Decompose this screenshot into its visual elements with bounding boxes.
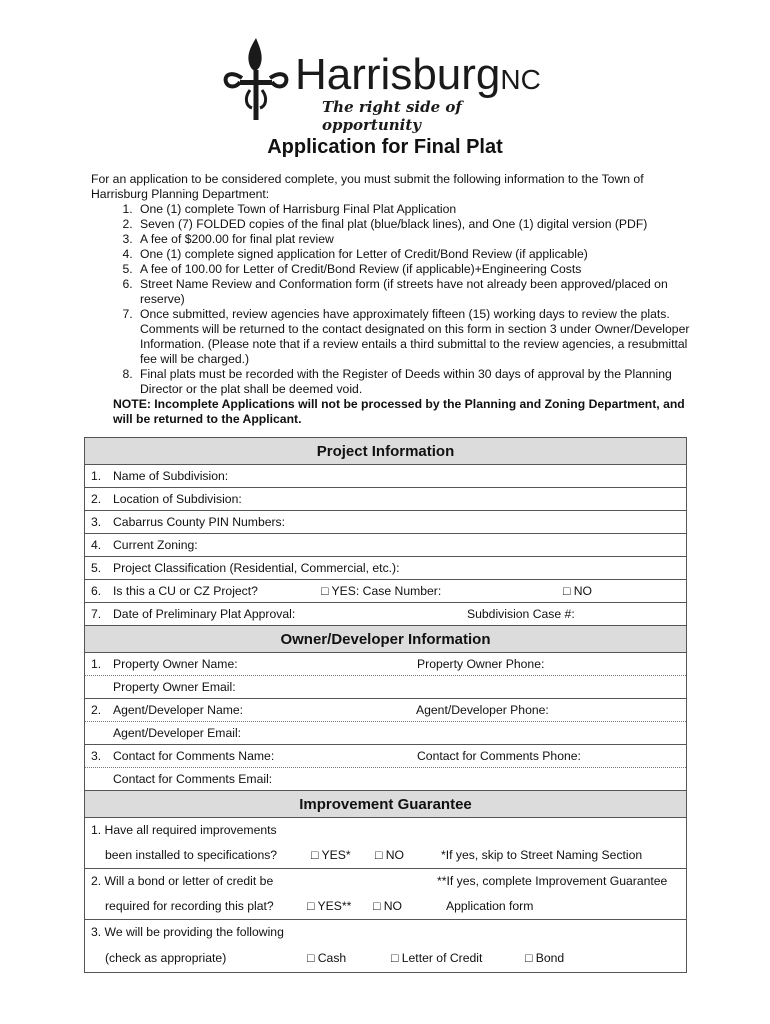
q1-answer-row: been installed to specifications? □ YES* □ NO *If yes, skip to Street Naming Section [85, 842, 687, 869]
section-heading-project: Project Information [85, 438, 687, 465]
q2-yes-checkbox[interactable]: □ YES** [307, 899, 352, 913]
instructions [91, 172, 691, 427]
application-form [84, 437, 687, 973]
intro-text: For an application to be considered complete, you must submit the following information to the Town of Harrisburg Planning Department: [91, 172, 644, 201]
bond-checkbox[interactable]: □ Bond [525, 951, 565, 965]
field-owner-name[interactable]: 1. Property Owner Name: Property Owner Phone: [85, 653, 687, 676]
field-contact-name[interactable]: 3. Contact for Comments Name: Contact for Comments Phone: [85, 745, 687, 768]
field-agent-name[interactable]: 2. Agent/Developer Name: Agent/Developer Phone: [85, 699, 687, 722]
list-item: 2. Seven (7) FOLDED copies of the final plat (blue/black lines), and One (1) digital version (PDF) [136, 217, 691, 232]
field-current-zoning[interactable]: 4. Current Zoning: [85, 534, 687, 557]
letter-of-credit-checkbox[interactable]: □ Letter of Credit [391, 951, 483, 965]
page-title: Application for Final Plat [267, 136, 503, 158]
list-item: 4. One (1) complete signed application for Letter of Credit/Bond Review (if applicable) [136, 247, 691, 262]
q3-text: 3. We will be providing the following [85, 920, 687, 945]
list-item: 3. A fee of $200.00 for final plat review [136, 232, 691, 247]
incomplete-note: NOTE: Incomplete Applications will not be processed by the Planning and Zoning Department, and will be returned to the Applicant. [113, 397, 685, 426]
field-owner-email[interactable]: Property Owner Email: [85, 676, 687, 699]
logo-wordmark: HarrisburgNC [295, 50, 541, 99]
cash-checkbox[interactable]: □ Cash [307, 951, 347, 965]
requirements-list [91, 202, 691, 397]
q1-text: 1. Have all required improvements [85, 818, 687, 843]
section-heading-owner: Owner/Developer Information [85, 626, 687, 653]
q3-answer-row: (check as appropriate) □ Cash □ Letter of Credit □ Bond [85, 944, 687, 973]
cu-cz-no-checkbox[interactable]: □ NO [563, 584, 593, 598]
q2-text: 2. Will a bond or letter of credit be **If yes, complete Improvement Guarantee [85, 869, 687, 894]
list-item: 8. Final plats must be recorded with the Register of Deeds within 30 days of approval by the Planning Director or the plat shall be deemed void. [136, 367, 691, 397]
fleur-de-lis-icon [220, 36, 290, 122]
harrisburg-logo [220, 36, 560, 134]
logo-tagline: The right side of opportunity [322, 98, 462, 134]
field-agent-email[interactable]: Agent/Developer Email: [85, 722, 687, 745]
q2-no-checkbox[interactable]: □ NO [373, 899, 403, 913]
field-subdivision-name[interactable]: 1. Name of Subdivision: [85, 465, 687, 488]
list-item: 6. Street Name Review and Conformation form (if streets have not already been approved/placed on reserve) [136, 277, 691, 307]
field-subdivision-location[interactable]: 2. Location of Subdivision: [85, 488, 687, 511]
field-preliminary-plat-date[interactable]: 7. Date of Preliminary Plat Approval: Subdivision Case #: [85, 603, 687, 626]
q1-no-checkbox[interactable]: □ NO [375, 848, 405, 862]
section-heading-guarantee: Improvement Guarantee [85, 791, 687, 818]
q2-answer-row: required for recording this plat? □ YES** □ NO Application form [85, 893, 687, 920]
subdivision-case-label: Subdivision Case #: [467, 607, 575, 621]
field-project-classification[interactable]: 5. Project Classification (Residential, Commercial, etc.): [85, 557, 687, 580]
list-item: 1. One (1) complete Town of Harrisburg Final Plat Application [136, 202, 691, 217]
field-pin-numbers[interactable]: 3. Cabarrus County PIN Numbers: [85, 511, 687, 534]
list-item: 5. A fee of 100.00 for Letter of Credit/Bond Review (if applicable)+Engineering Costs [136, 262, 691, 277]
q1-yes-checkbox[interactable]: □ YES* [311, 848, 351, 862]
field-contact-email[interactable]: Contact for Comments Email: [85, 768, 687, 791]
field-cu-cz-project: 6. Is this a CU or CZ Project? □ YES: Case Number: □ NO [85, 580, 687, 603]
cu-cz-yes-checkbox[interactable]: □ YES: Case Number: [321, 584, 442, 598]
list-item: 7. Once submitted, review agencies have approximately fifteen (15) working days to review the plats. Comments will be returned to the contact designated on this form in section 3 under Owner/Developer Information. (Please note that if a review entails a third submittal to the review agencies, a resubmittal fee will be charged.) [136, 307, 691, 367]
